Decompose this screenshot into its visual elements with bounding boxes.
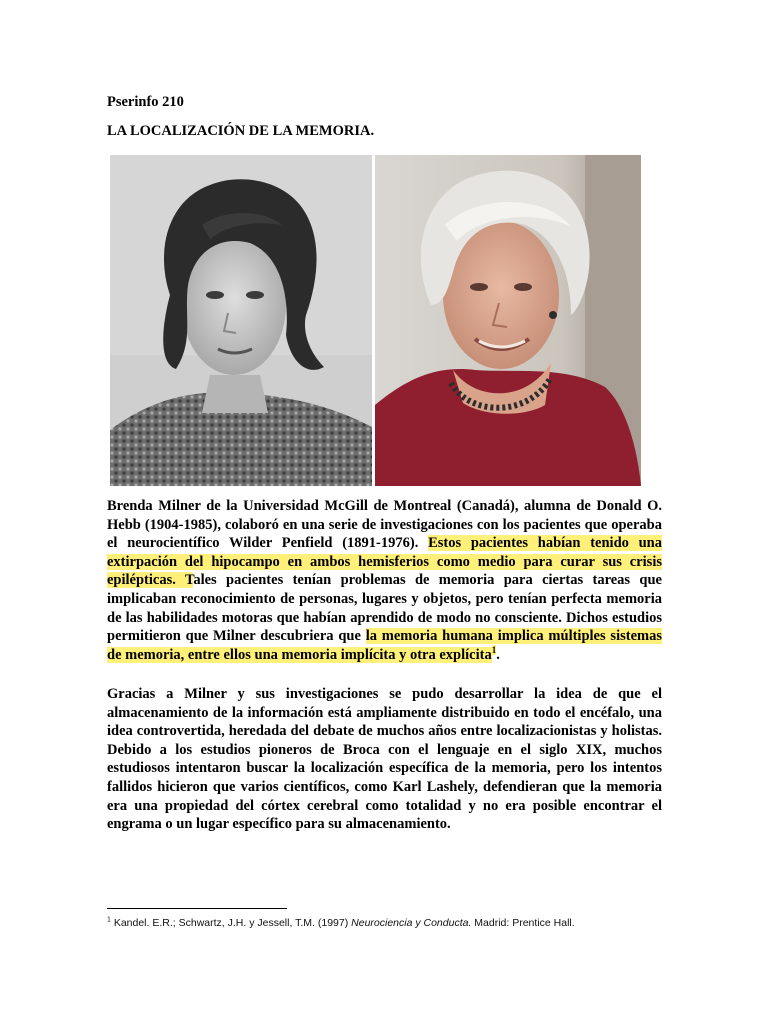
portrait-elderly-photo	[375, 155, 641, 486]
footnote	[107, 917, 575, 929]
highlighted-text: la memoria humana implica múltiples sistemas de memoria, entre ellos una memoria implícita y otra explícita	[107, 628, 662, 663]
footnote-text: Madrid: Prentice Hall.	[471, 917, 575, 929]
footnote-text: Kandel. E.R.; Schwartz, J.H. y Jessell, T.M. (1997)	[110, 917, 352, 929]
paragraph-text: Brenda Milner de la Universidad McGill de Montreal (Canadá), alumna de Donald O. Hebb (1904-1985), colaboró en una serie de investigaciones con los pacientes que operaba el neurocientífico Wilder Penfield (1891-1976).	[107, 498, 662, 552]
highlighted-text: Estos pacientes habían tenido una extirpación del hipocampo en ambos hemisferios como medio para curar sus crisis epilépticas. T	[107, 535, 662, 589]
photo-pair	[110, 155, 641, 486]
footnote-number: 1	[107, 916, 111, 924]
course-code: Pserinfo 210	[107, 94, 184, 110]
document-title: LA LOCALIZACIÓN DE LA MEMORIA.	[107, 123, 375, 139]
footnote-divider	[107, 908, 287, 909]
paragraph-text: ales pacientes tenían problemas de memoria para ciertas tareas que implicaban reconocimiento de personas, lugares y objetos, pero tenían perfecta memoria de las habilidades motoras que habían aprendido de modo no consciente. Dichos estudios permitieron que Milner descubriera que	[107, 572, 662, 645]
paragraph-text: .	[496, 646, 500, 663]
portrait-young-photo	[110, 155, 372, 486]
footnote-reference[interactable]: 1	[491, 644, 497, 655]
paragraph-milner	[107, 497, 662, 664]
paragraph-distributed-memory: Gracias a Milner y sus investigaciones se pudo desarrollar la idea de que el almacenamiento de la información está ampliamente distribuido en todo el encéfalo, una idea controvertida, heredada del debate de muchos años entre localizacionistas y holistas. Debido a los estudios pioneros de Broca con el lenguaje en el siglo XIX, muchos estudiosos intentaron buscar la localización específica de la memoria, pero los intentos fallidos hicieron que varios científicos, como Karl Lashely, defendieran que la memoria era una propiedad del córtex cerebral como totalidad y no era posible encontrar el engrama o un lugar específico para su almacenamiento.	[107, 686, 662, 833]
footnote-book-title: Neurociencia y Conducta.	[351, 917, 472, 929]
